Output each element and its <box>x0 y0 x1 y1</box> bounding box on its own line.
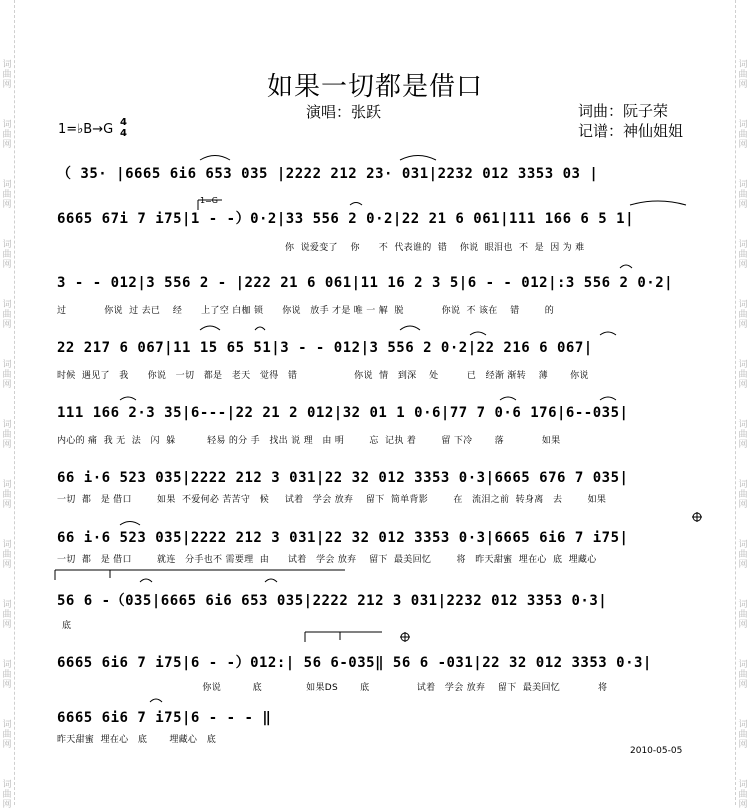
lyric-line-8: 底 <box>62 621 72 631</box>
music-line-2: 6665 67i 7 i75|1 - -）0·2|33 556 2 0·2|22 21 6 061|111 166 6 5 1| <box>57 211 635 227</box>
music-line-1: （ 35· |6665 6i6 653 035 |2222 212 23· 031|2232 012 3353 03 | <box>57 166 599 182</box>
watermark-glyph: 词 曲 网 <box>738 480 748 510</box>
watermark-glyph: 词 曲 网 <box>738 600 748 630</box>
music-line-8: 56 6 -（035|6665 6i6 653 035|2222 212 3 031|2232 012 3353 0·3| <box>57 593 608 609</box>
watermark-glyph: 词 曲 网 <box>2 660 12 690</box>
music-line-9: 6665 6i6 7 i75|6 - -）012:| 56 6-035‖ 56 6 -031|22 32 012 3353 0·3| <box>57 655 652 671</box>
watermark-glyph: 词 曲 网 <box>738 180 748 210</box>
watermark-glyph: 词 曲 网 <box>2 780 12 810</box>
watermark-glyph: 词 曲 网 <box>2 600 12 630</box>
watermark-glyph: 词 曲 网 <box>2 480 12 510</box>
lyric-line-7: 一切 都 是 借口 就连 分手也不 需要理 由 试着 学会 放弃 留下 最美回忆 将 昨天甜蜜 埋在心 底 埋藏心 <box>57 555 597 565</box>
lyric-line-4: 时候 遇见了 我 你说 一切 都是 老天 觉得 错 你说 情 到深 处 已 经渐 渐转 薄 你说 <box>57 371 589 381</box>
watermark-glyph: 词 曲 网 <box>738 60 748 90</box>
watermark-glyph: 词 曲 网 <box>738 780 748 810</box>
watermark-glyph: 词 曲 网 <box>2 420 12 450</box>
watermark-glyph: 词 曲 网 <box>738 540 748 570</box>
watermark-glyph: 词 曲 网 <box>738 120 748 150</box>
music-line-5: 111 166 2·3 35|6---|22 21 2 012|32 01 1 0·6|77 7 0·6 176|6--035| <box>57 405 629 421</box>
music-line-10: 6665 6i6 7 i75|6 - - - ‖ <box>57 710 272 726</box>
lyric-line-3: 过 你说 过 去已 经 上了空 白枷 锁 你说 放手 才是 唯 一 解 脱 你说 不 该在 错 的 <box>57 306 555 316</box>
singer-credit: 演唱：张跃 <box>306 103 382 121</box>
song-title: 如果一切都是借口 <box>266 72 483 102</box>
volta-label: 1=G <box>200 196 218 205</box>
transcription-date: 2010-05-05 <box>630 746 683 756</box>
music-line-7: 66 i·6 523 035|2222 212 3 031|22 32 012 3353 0·3|6665 6i6 7 i75| <box>57 530 629 546</box>
time-signature-bottom: 4 <box>120 128 127 139</box>
transcriber-credit: 记谱：神仙姐姐 <box>578 122 684 140</box>
lyric-line-5: 内心的 痛 我 无 法 闪 躲 轻易 的分 手 找出 说 理 由 明 忘 记执 着 留 下冷 落 如果 <box>57 436 561 446</box>
watermark-glyph: 词 曲 网 <box>738 360 748 390</box>
composer-credit: 词曲：阮子荣 <box>578 102 669 120</box>
watermark-glyph: 词 曲 网 <box>738 240 748 270</box>
music-line-6: 66 i·6 523 035|2222 212 3 031|22 32 012 3353 0·3|6665 676 7 035| <box>57 470 629 486</box>
watermark-glyph: 词 曲 网 <box>2 180 12 210</box>
key-signature: 1=♭B→G <box>58 122 114 137</box>
watermark-glyph: 词 曲 网 <box>738 420 748 450</box>
watermark-glyph: 词 曲 网 <box>2 60 12 90</box>
watermark-glyph: 词 曲 网 <box>2 120 12 150</box>
lyric-line-9: 你说 底 如果DS 底 试着 学会 放弃 留下 最美回忆 将 <box>57 683 608 693</box>
lyric-line-10: 昨天甜蜜 埋在心 底 埋藏心 底 <box>57 735 217 745</box>
time-signature-top: 4 <box>120 117 127 128</box>
watermark-glyph: 词 曲 网 <box>738 720 748 750</box>
watermark-glyph: 词 曲 网 <box>2 540 12 570</box>
watermark-glyph: 词 曲 网 <box>2 240 12 270</box>
music-line-3: 3 - - 012|3 556 2 - |222 21 6 061|11 16 2 3 5|6 - - 012|:3 556 2 0·2| <box>57 275 674 291</box>
watermark-glyph: 词 曲 网 <box>738 660 748 690</box>
watermark-glyph: 词 曲 网 <box>2 360 12 390</box>
watermark-glyph: 词 曲 网 <box>738 300 748 330</box>
lyric-line-2: 你 说爱变了 你 不 代表谁的 错 你说 眼泪也 不 是 因 为 难 <box>285 243 585 253</box>
lyric-line-6: 一切 都 是 借口 如果 不爱何必 苦苦守 候 试着 学会 放弃 留下 简单背影 在 流泪之前 转身离 去 如果 <box>57 495 607 505</box>
watermark-glyph: 词 曲 网 <box>2 300 12 330</box>
watermark-glyph: 词 曲 网 <box>2 720 12 750</box>
music-line-4: 22 217 6 067|11 15 65 51|3 - - 012|3 556 2 0·2|22 216 6 067| <box>57 340 593 356</box>
